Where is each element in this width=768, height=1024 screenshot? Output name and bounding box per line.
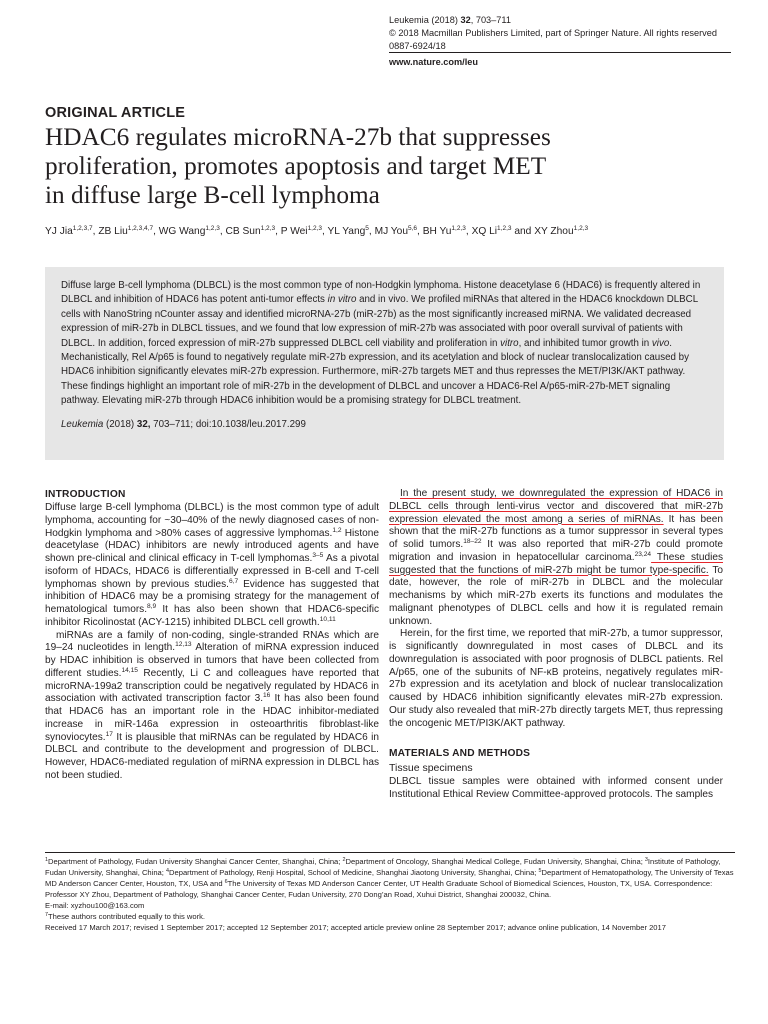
author-affiliation-marker: 1,2,3	[205, 225, 220, 232]
journal-citation: Leukemia (2018) 32, 703–711	[389, 15, 511, 25]
author-name: XQ Li	[471, 226, 498, 237]
author-name: BH Yu	[422, 226, 452, 237]
author-separator: ,	[368, 226, 375, 237]
author-name: MJ You	[374, 226, 408, 237]
received-dates: Received 17 March 2017; revised 1 September 2017; accepted 12 September 2017; accepted article preview online 28 September 2017; advance online publication, 14 November 2017	[45, 923, 666, 932]
author-name: YL Yang	[327, 226, 366, 237]
abstract-citation: Leukemia (2018) 32, 703–711; doi:10.1038/leu.2017.299	[61, 418, 306, 430]
abstract-box	[45, 267, 724, 460]
author-name: XY Zhou	[534, 226, 574, 237]
red-underlined-text: These studies suggested that the functions of miR-27b might be tumor type-specific.	[389, 551, 723, 576]
author-separator: ,	[153, 226, 159, 237]
methods-heading: MATERIALS AND METHODS	[389, 748, 531, 760]
intro-paragraph-1: Diffuse large B-cell lymphoma (DLBCL) is the most common type of adult lymphoma, accounting for ~30–40% of the newly diagnosed cases of non-Hodgkin lymphoma and >80% cases of aggressive lymphomas.$^{1,2}$ Histone deacetylase (HDAC) inhibitors are newly introduced agents and have shown pre-clinical and clinical efficacy in T-cell lymphomas.$^{3-5}$ As a pivotal isoform of HDACs, HDAC6 is differentially expressed in B-cell and T-cell lymphomas shown by previous studies.$^{6,7}$ Evidence has suggested that inhibition of HDAC6 may be a promising strategy for the management of hematological tumors.$^{8,9}$ It has also been shown that HDAC6-specific inhibitor Ricolinostat (ACY-1215) inhibited DLBCL cell growth.$^{10,11}$	[45, 502, 380, 628]
author-affiliation-marker: 1,2,3	[497, 225, 512, 232]
title-line-1: HDAC6 regulates microRNA-27b that suppresses	[45, 123, 551, 151]
introduction-heading: INTRODUCTION	[45, 489, 126, 500]
author-name: ZB Liu	[98, 226, 128, 237]
affiliations: $^1$Department of Pathology, Fudan University Shanghai Cancer Center, Shanghai, China; $^2$Department of Oncology, Shanghai Medical College, Fudan University, Shanghai, China; $^3$Institute of Pathology, Fudan University, Shanghai, China; $^4$Department of Pathology, Renji Hospital, School of Medicine, Shanghai Jiaotong University, Shanghai, China; $^5$Department of Hematopathology, The University of Texas MD Anderson Cancer Center, Houston, TX, USA and $^6$The University of Texas MD Anderson Cancer Center, UT Health Graduate School of Biomedical Sciences, Houston, TX, USA. Correspondence: Professor XY Zhou, Department of Pathology, Shanghai Cancer Center, Fudan University, 270 Dong’an Road, Xuhui District, Shanghai 200032, China.	[45, 857, 734, 899]
author-affiliation-marker: 5	[365, 225, 369, 232]
intro-paragraph-2: miRNAs are a family of non-coding, single-stranded RNAs which are 19–24 nucleotides in length.$^{12,13}$ Alteration of miRNA expression induced by HDAC inhibition is observed in tumors that have been collected from different studies.$^{14,15}$ Recently, Li C and colleagues have reported that microRNA-199a2 transcription could be negatively regulated by HDAC6 in association with activated transcription factor 3.16 It has also been found that HDAC6 has an important role in the HDAC inhibitor-mediated increase in miR-146a expression in osteoarthritis fibroblast-like synoviocytes.$^{17}$ It is plausible that miRNAs can be regulated by HDAC6 in DLBCL and contribute to the development and progression of DLBCL. However, HDAC6-mediated regulation of miRNA expression in DLBCL has not been studied.	[45, 629, 379, 781]
author-list	[45, 224, 735, 239]
abstract-text: Diffuse large B-cell lymphoma (DLBCL) is the most common type of non-Hodgkin lymphoma. Histone deacetylase 6 (HDAC6) is frequently altered in DLBCL and inhibition of HDAC6 has potent anti-tumor effects in vitro and in vivo. We profiled miRNAs that altered in the HDAC6 knockdown DLBCL cells with NanoString nCounter assay and identified microRNA-27b (miR-27b) as the most significantly increased miRNA. We validated decreased expression of miR-27b in DLBCL tissues, and we found that low expression of miR-27b was associated with poor overall survival of patients with DLBCL. In addition, forced expression of miR-27b suppressed DLBCL cell viability and proliferation in vitro, and inhibited tumor growth in vivo. Mechanistically, Rel A/p65 is found to negatively regulate miR-27b expression, and its acetylation and block of nuclear translocalization caused by HDAC6 inhibition significantly elevates miR-27b expression. Furthermore, miR-27b targets MET and thus represses the MET/PI3K/AKT pathway. These findings highlight an important role of miR-27b in the development of DLBCL and uncover a HDAC6-Rel A/p65-miR-27b-MET signaling pathway. Elevating miR-27b through HDAC6 inhibition would be a promising strategy for DLBCL treatment.	[61, 280, 701, 407]
author-name: P Wei	[280, 226, 308, 237]
author-affiliation-marker: 1,2,3	[307, 225, 323, 232]
author-separator: ,	[322, 226, 328, 237]
article-type: ORIGINAL ARTICLE	[45, 105, 186, 121]
author-separator: ,	[465, 226, 472, 237]
title-line-2: proliferation, promotes apoptosis and target MET	[45, 152, 547, 180]
author-affiliation-marker: 5,6	[408, 225, 418, 232]
footnote-divider	[45, 852, 735, 853]
article-title	[45, 123, 735, 210]
copyright-line: © 2018 Macmillan Publishers Limited, part of Springer Nature. All rights reserved 0887-6924/18	[389, 28, 717, 51]
red-underlined-text: In the present study, we downregulated the expression of HDAC6 in DLBCL cells through lenti-virus vector and discovered that miR-27b expression elevated the most among a series of miRNAs.	[389, 488, 723, 525]
methods-paragraph: DLBCL tissue samples were obtained with informed consent under Institutional Ethical Review Committee-approved protocols. The samples	[389, 776, 723, 800]
author-separator: ,	[275, 226, 281, 237]
author-separator: and	[511, 226, 535, 237]
author-separator: ,	[92, 226, 99, 237]
right-column	[389, 488, 723, 802]
author-affiliation-marker: 1,2,3	[451, 225, 466, 232]
journal-url-link[interactable]: www.nature.com/leu	[389, 57, 478, 67]
intro-paragraph-4: Herein, for the first time, we reported that miR-27b, a tumor suppressor, is significantly downregulated in most cases of DLBCL and its downregulation is associated with poor prognosis of DLBCL patients. Rel A/p65, one of the subunits of NF-κB proteins, negatively regulates miR-27b expression and its acetylation and block of nuclear translocalization caused by HDAC6 inhibition significantly elevates miR-27b expression. Our study also revealed that miR-27b directly targets MET, thus repressing the oncogenic MET/PI3K/AKT pathway.	[389, 628, 723, 729]
title-line-3: in diffuse large B-cell lymphoma	[45, 181, 380, 209]
author-separator: ,	[417, 226, 423, 237]
author-affiliation-marker: 1,2,3	[573, 225, 589, 232]
equal-contribution-note: $^7$These authors contributed equally to this work.	[45, 912, 206, 921]
footnotes	[45, 856, 735, 933]
intro-paragraph-3: In the present study, we downregulated the expression of HDAC6 in DLBCL cells through lenti-virus vector and discovered that miR-27b expression elevated the most among a series of miRNAs. It has been shown that the miR-27b functions as a tumor suppressor in several types of solid tumors.$^{18-22}$ It was also reported that miR-27b could promote migration and invasion in hepatocellular carcinoma.$^{23,24}$ These studies suggested that the functions of miR-27b might be tumor type-specific. To date, however, the role of miR-27b in DLBCL and the molecular mechanisms by which miR-27b exerts its functions and modulates the malignant phenotypes of DLBCL cells and how it is regulated remain unknown.	[389, 488, 723, 627]
author-name: WG Wang	[158, 226, 206, 237]
tissue-specimens-subheading: Tissue specimens	[389, 762, 473, 775]
left-column	[45, 488, 379, 783]
journal-header	[389, 14, 729, 53]
author-affiliation-marker: 1,2,3	[260, 225, 276, 232]
author-affiliation-marker: 1,2,3,7	[72, 225, 93, 232]
author-affiliation-marker: 1,2,3,4,7	[127, 225, 154, 232]
author-name: YJ Jia	[45, 226, 73, 237]
author-separator: ,	[219, 226, 226, 237]
header-divider	[389, 52, 731, 53]
email-line: E-mail: xyzhou100@163.com	[45, 901, 145, 910]
author-name: CB Sun	[225, 226, 261, 237]
